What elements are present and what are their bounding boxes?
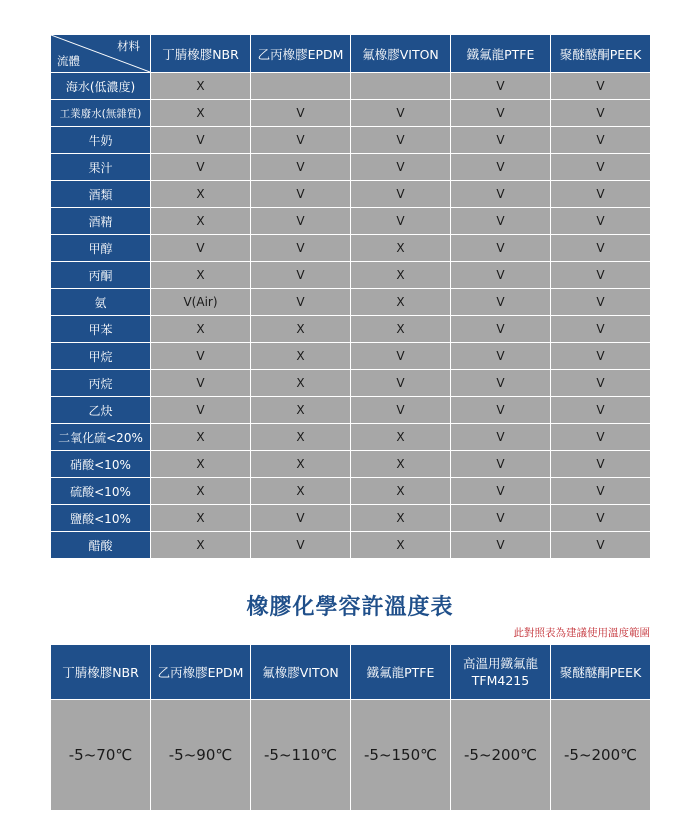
material-header: 乙丙橡膠EPDM	[251, 35, 351, 73]
temp-header-line: 高溫用鐵氟龍	[462, 656, 538, 671]
material-header: 丁腈橡膠NBR	[151, 35, 251, 73]
temp-material-header: 氟橡膠VITON	[251, 645, 351, 700]
fluid-label: 甲醇	[51, 235, 151, 262]
compatibility-cell: X	[251, 424, 351, 451]
compatibility-cell: V	[551, 100, 651, 127]
compatibility-cell: V	[251, 505, 351, 532]
table-row	[51, 316, 651, 343]
temp-material-header	[451, 645, 551, 700]
compatibility-cell: V	[551, 289, 651, 316]
compatibility-cell: V	[551, 424, 651, 451]
temperature-header-row	[51, 645, 651, 700]
compatibility-cell: X	[251, 478, 351, 505]
compatibility-cell: X	[251, 316, 351, 343]
compatibility-cell: V	[451, 262, 551, 289]
compatibility-cell: V	[251, 154, 351, 181]
chemical-table-body	[51, 73, 651, 559]
compatibility-cell: V	[251, 262, 351, 289]
compatibility-cell: X	[151, 505, 251, 532]
compatibility-cell: X	[151, 478, 251, 505]
fluid-label: 牛奶	[51, 127, 151, 154]
compatibility-cell: V	[451, 289, 551, 316]
material-header: 鐵氟龍PTFE	[451, 35, 551, 73]
compatibility-cell: V	[351, 397, 451, 424]
compatibility-cell: X	[351, 262, 451, 289]
fluid-label: 丙酮	[51, 262, 151, 289]
compatibility-cell: X	[351, 451, 451, 478]
temperature-values-row	[51, 700, 651, 811]
compatibility-cell: V	[251, 100, 351, 127]
compatibility-cell: X	[251, 451, 351, 478]
compatibility-cell: V	[451, 100, 551, 127]
compatibility-cell: V	[451, 532, 551, 559]
compatibility-cell: X	[251, 370, 351, 397]
table-row	[51, 370, 651, 397]
compatibility-cell: V	[551, 316, 651, 343]
compatibility-cell: X	[151, 100, 251, 127]
table-row	[51, 154, 651, 181]
table-row	[51, 100, 651, 127]
compatibility-cell: V	[151, 370, 251, 397]
compatibility-cell: X	[351, 478, 451, 505]
table-row	[51, 289, 651, 316]
compatibility-cell: V	[451, 424, 551, 451]
table-row	[51, 397, 651, 424]
temp-material-header: 乙丙橡膠EPDM	[151, 645, 251, 700]
compatibility-cell: V	[551, 127, 651, 154]
compatibility-cell: V	[451, 73, 551, 100]
fluid-label: 海水(低濃度)	[51, 73, 151, 100]
compatibility-cell: V	[451, 127, 551, 154]
corner-header-cell	[51, 35, 151, 73]
compatibility-cell: V	[351, 343, 451, 370]
table-row	[51, 451, 651, 478]
temp-header-subline: TFM4215	[471, 673, 530, 688]
compatibility-cell: V	[251, 289, 351, 316]
compatibility-cell: X	[351, 424, 451, 451]
compatibility-cell: V	[151, 235, 251, 262]
compatibility-cell: V	[351, 127, 451, 154]
compatibility-cell: V	[551, 181, 651, 208]
compatibility-cell: V	[251, 181, 351, 208]
compatibility-cell: V	[551, 154, 651, 181]
compatibility-cell: V	[151, 397, 251, 424]
compatibility-cell: V	[251, 208, 351, 235]
temp-material-header: 鐵氟龍PTFE	[351, 645, 451, 700]
compatibility-cell: V	[351, 208, 451, 235]
corner-material-label: 材料	[117, 39, 140, 53]
compatibility-cell: V	[551, 343, 651, 370]
table-row	[51, 181, 651, 208]
compatibility-cell	[351, 73, 451, 100]
compatibility-cell: X	[151, 451, 251, 478]
compatibility-cell: V	[451, 505, 551, 532]
compatibility-cell: V	[551, 451, 651, 478]
compatibility-cell: V	[351, 100, 451, 127]
table-row	[51, 73, 651, 100]
compatibility-cell: V	[551, 262, 651, 289]
table-row	[51, 262, 651, 289]
compatibility-cell: V	[451, 181, 551, 208]
compatibility-cell: V	[151, 154, 251, 181]
compatibility-cell: V	[151, 127, 251, 154]
compatibility-cell: V	[551, 73, 651, 100]
temp-material-header: 丁腈橡膠NBR	[51, 645, 151, 700]
table-row	[51, 343, 651, 370]
compatibility-cell: V	[151, 343, 251, 370]
compatibility-cell: V	[451, 343, 551, 370]
compatibility-cell: V	[551, 208, 651, 235]
compatibility-cell: V	[451, 235, 551, 262]
chemical-compatibility-table	[50, 34, 651, 559]
compatibility-cell: V	[451, 451, 551, 478]
temp-range-cell: -5~90℃	[151, 700, 251, 811]
compatibility-cell: V	[451, 397, 551, 424]
temp-range-cell: -5~70℃	[51, 700, 151, 811]
fluid-label: 硫酸<10%	[51, 478, 151, 505]
compatibility-cell: V	[551, 505, 651, 532]
material-header-row	[51, 35, 651, 73]
compatibility-cell: X	[151, 316, 251, 343]
fluid-label: 醋酸	[51, 532, 151, 559]
compatibility-cell: X	[251, 343, 351, 370]
compatibility-cell: X	[351, 505, 451, 532]
fluid-label: 二氧化硫<20%	[51, 424, 151, 451]
compatibility-cell: V	[551, 532, 651, 559]
temperature-note: 此對照表為建議使用溫度範圍	[513, 627, 650, 639]
temp-material-header: 聚醚醚酮PEEK	[551, 645, 651, 700]
compatibility-cell: V	[251, 127, 351, 154]
temp-range-cell: -5~150℃	[351, 700, 451, 811]
compatibility-cell: X	[351, 289, 451, 316]
table-row	[51, 235, 651, 262]
table-row	[51, 127, 651, 154]
compatibility-cell: V	[351, 181, 451, 208]
table-row	[51, 478, 651, 505]
compatibility-cell: V	[551, 478, 651, 505]
compatibility-cell: V	[551, 397, 651, 424]
table-row	[51, 424, 651, 451]
temp-range-cell: -5~200℃	[451, 700, 551, 811]
fluid-label: 氨	[51, 289, 151, 316]
fluid-label: 硝酸<10%	[51, 451, 151, 478]
compatibility-cell: V	[551, 370, 651, 397]
table-row	[51, 505, 651, 532]
fluid-label: 甲苯	[51, 316, 151, 343]
temperature-table-title: 橡膠化學容許溫度表	[246, 595, 454, 620]
fluid-label: 甲烷	[51, 343, 151, 370]
temp-range-cell: -5~110℃	[251, 700, 351, 811]
compatibility-cell: V	[451, 316, 551, 343]
compatibility-cell: X	[351, 532, 451, 559]
temperature-table	[50, 644, 651, 811]
fluid-label: 工業廢水(無雜質)	[51, 100, 151, 127]
fluid-label: 酒類	[51, 181, 151, 208]
compatibility-cell: X	[151, 181, 251, 208]
compatibility-cell: V	[551, 235, 651, 262]
compatibility-cell: X	[151, 208, 251, 235]
corner-fluid-label: 流體	[57, 54, 80, 68]
compatibility-cell: V	[351, 154, 451, 181]
fluid-label: 酒精	[51, 208, 151, 235]
compatibility-cell: X	[351, 316, 451, 343]
temp-range-cell: -5~200℃	[551, 700, 651, 811]
fluid-label: 乙炔	[51, 397, 151, 424]
compatibility-cell	[251, 73, 351, 100]
compatibility-cell: X	[251, 397, 351, 424]
table-row	[51, 532, 651, 559]
compatibility-cell: V	[451, 370, 551, 397]
compatibility-cell: V	[251, 235, 351, 262]
compatibility-cell: V	[251, 532, 351, 559]
compatibility-cell: X	[151, 532, 251, 559]
compatibility-cell: X	[151, 262, 251, 289]
material-header: 氟橡膠VITON	[351, 35, 451, 73]
compatibility-cell: X	[151, 424, 251, 451]
material-header: 聚醚醚酮PEEK	[551, 35, 651, 73]
compatibility-cell: V	[451, 208, 551, 235]
fluid-label: 鹽酸<10%	[51, 505, 151, 532]
fluid-label: 丙烷	[51, 370, 151, 397]
compatibility-cell: V	[451, 154, 551, 181]
compatibility-cell: X	[351, 235, 451, 262]
compatibility-cell: V	[451, 478, 551, 505]
fluid-label: 果汁	[51, 154, 151, 181]
compatibility-cell: V	[351, 370, 451, 397]
table-row	[51, 208, 651, 235]
compatibility-cell: X	[151, 73, 251, 100]
compatibility-cell: V(Air)	[151, 289, 251, 316]
